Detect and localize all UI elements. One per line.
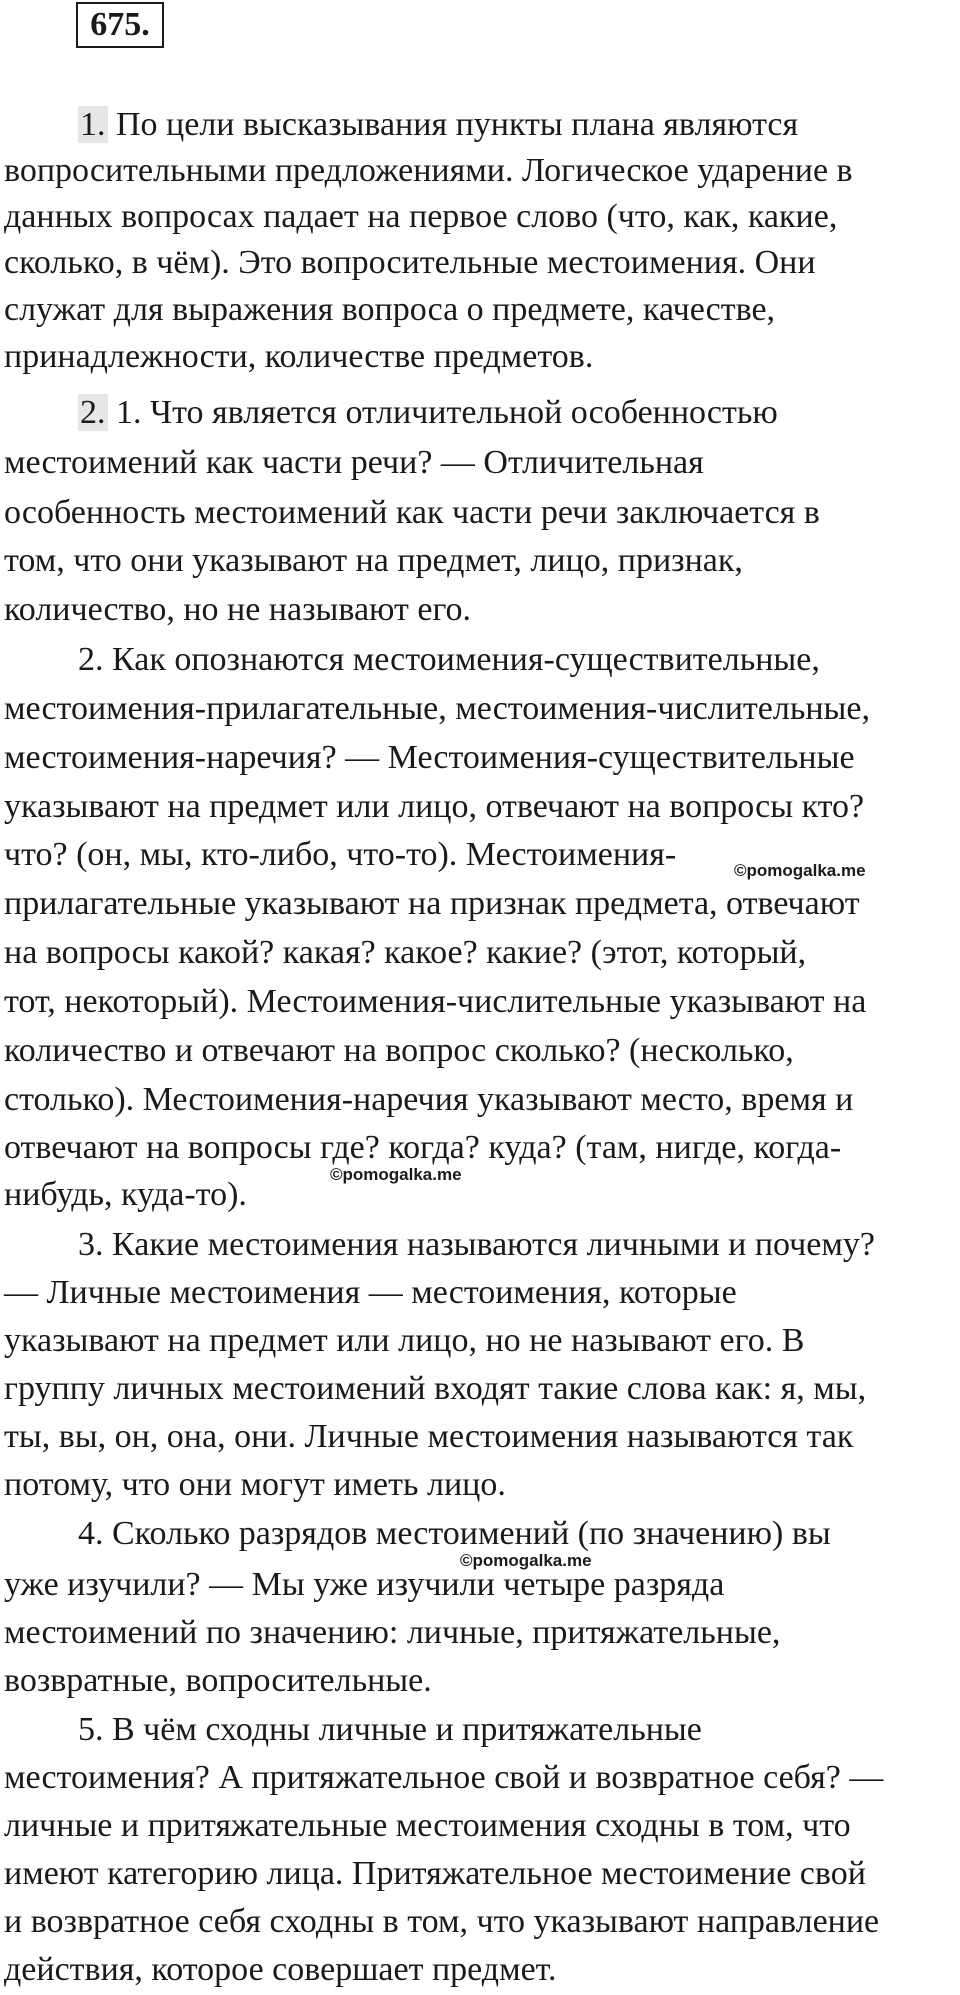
text-line: отвечают на вопросы где? когда? куда? (там, нигде, когда- — [4, 1129, 842, 1166]
text-line: том, что они указывают на предмет, лицо, признак, — [4, 542, 743, 579]
text-line: имеют категорию лица. Притяжательное местоимение свой — [4, 1855, 866, 1892]
text-line: вопросительными предложениями. Логическое ударение в — [4, 152, 853, 189]
text-line: указывают на предмет или лицо, отвечают на вопросы кто? — [4, 788, 865, 825]
watermark: ©pomogalka.me — [460, 1551, 592, 1570]
text-line: 2. 1. Что является отличительной особенностью — [80, 394, 778, 431]
text-line: служат для выражения вопроса о предмете, качестве, — [4, 291, 776, 328]
text-line: 1. По цели высказывания пункты плана являются — [80, 106, 799, 143]
text-line: тот, некоторый). Местоимения-числительные указывают на — [4, 983, 867, 1020]
text-line: столько). Местоимения-наречия указывают место, время и — [4, 1081, 854, 1118]
text-line: количество, но не называют его. — [4, 591, 472, 628]
text-line: количество и отвечают на вопрос сколько? (несколько, — [4, 1032, 794, 1069]
text-line: — Личные местоимения — местоимения, которые — [4, 1274, 737, 1311]
text-line: 5. В чём сходны личные и притяжательные — [78, 1711, 702, 1748]
text-line: 3. Какие местоимения называются личными и почему? — [78, 1226, 875, 1263]
text-line: указывают на предмет или лицо, но не называют его. В — [4, 1322, 805, 1359]
watermark: ©pomogalka.me — [330, 1165, 462, 1184]
text-line: действия, которое совершает предмет. — [4, 1951, 557, 1988]
text-line: местоимений как части речи? — Отличительная — [4, 444, 704, 481]
text-line: нибудь, куда-то). — [4, 1176, 247, 1213]
task-number: 675. — [76, 2, 164, 48]
text-line: и возвратное себя сходны в том, что указывают направление — [4, 1903, 880, 1940]
text-line: возвратные, вопросительные. — [4, 1662, 432, 1699]
text-line: сколько, в чём). Это вопросительные местоимения. Они — [4, 244, 816, 281]
text-line: местоимения-наречия? — Местоимения-существительные — [4, 739, 855, 776]
text-line: местоимения? А притяжательное свой и возвратное себя? — — [4, 1759, 884, 1796]
text-line: прилагательные указывают на признак предмета, отвечают — [4, 885, 860, 922]
watermark: ©pomogalka.me — [734, 861, 866, 880]
text-line: потому, что они могут иметь лицо. — [4, 1466, 506, 1503]
text-line: что? (он, мы, кто-либо, что-то). Местоимения- — [4, 836, 677, 873]
text-line: местоимения-прилагательные, местоимения-числительные, — [4, 690, 870, 727]
text-line: особенность местоимений как части речи заключается в — [4, 494, 820, 531]
text-line: ты, вы, он, она, они. Личные местоимения называются так — [4, 1418, 854, 1455]
text-line: принадлежности, количестве предметов. — [4, 338, 594, 375]
text-line: 2. Как опознаются местоимения-существительные, — [78, 641, 820, 678]
text-line: местоимений по значению: личные, притяжательные, — [4, 1614, 781, 1651]
text-line: 4. Сколько разрядов местоимений (по значению) вы — [78, 1515, 831, 1552]
text-line: группу личных местоимений входят такие слова как: я, мы, — [4, 1370, 867, 1407]
paragraph-marker: 1. — [80, 106, 106, 143]
text-line: личные и притяжательные местоимения сходны в том, что — [4, 1807, 851, 1844]
text-line: уже изучили? — Мы уже изучили четыре разряда — [4, 1566, 725, 1603]
text-line: на вопросы какой? какая? какое? какие? (этот, который, — [4, 934, 807, 971]
text-line: данных вопросах падает на первое слово (что, как, какие, — [4, 198, 838, 235]
paragraph-marker: 2. — [80, 394, 106, 431]
